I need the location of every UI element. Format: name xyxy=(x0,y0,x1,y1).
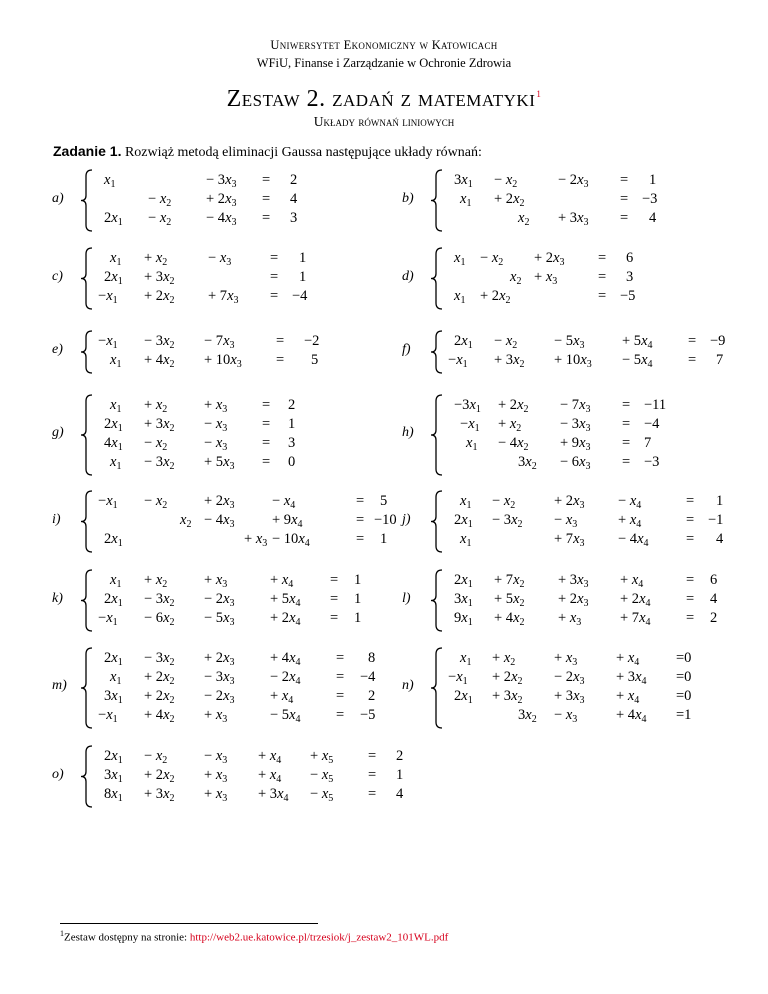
footnote-divider xyxy=(60,923,318,924)
equation-term: − $3x_2$ xyxy=(144,333,175,351)
equation-term: + $x_3$ xyxy=(204,397,228,415)
equation-value: −9 xyxy=(710,333,726,349)
equation-value: 6 xyxy=(626,250,634,266)
equation-term: $x_2$ xyxy=(510,269,522,287)
equation-value: 1 xyxy=(716,493,724,509)
equation-value: 1 xyxy=(288,416,296,432)
left-brace xyxy=(80,647,94,729)
equation-value: = xyxy=(686,512,695,528)
left-brace xyxy=(80,247,94,310)
equation-term: + $x_2$ xyxy=(492,650,516,668)
equation-term: $2x_1$ xyxy=(104,210,123,228)
system-label: e) xyxy=(52,342,63,357)
equation-term: + $x_3$ xyxy=(204,572,228,590)
equation-value: 3 xyxy=(290,210,298,226)
equation-value: = xyxy=(598,250,607,266)
equation-value: 7 xyxy=(644,435,652,451)
equation-term: + $x_4$ xyxy=(258,767,282,785)
equation-value: = xyxy=(686,610,695,626)
equation-value: = xyxy=(336,669,345,685)
equation-term: $3x_1$ xyxy=(104,767,123,785)
equation-term: + $2x_2$ xyxy=(144,688,175,706)
equation-term: + $7x_4$ xyxy=(620,610,651,628)
equation-value: −4 xyxy=(292,288,308,304)
equation-term: + $9x_4$ xyxy=(272,512,303,530)
equation-term: + $x_3$ xyxy=(204,767,228,785)
equation-value: = xyxy=(688,352,697,368)
left-brace xyxy=(430,247,444,310)
equation-term: $x_1$ xyxy=(110,352,122,370)
equation-term: − $3x_2$ xyxy=(492,512,523,530)
equation-term: − $x_3$ xyxy=(204,748,228,766)
equation-term: + $3x_2$ xyxy=(492,688,523,706)
equation-term: + $4x_2$ xyxy=(144,352,175,370)
equation-value: 2 xyxy=(290,172,298,188)
equation-value: −1 xyxy=(708,512,724,528)
equation-value: = xyxy=(330,610,339,626)
equation-value: = xyxy=(356,493,365,509)
equation-term: $x_1$ xyxy=(466,435,478,453)
equation-term: − $4x_3$ xyxy=(204,512,235,530)
equation-value: −4 xyxy=(644,416,660,432)
equation-term: $x_1$ xyxy=(110,572,122,590)
equation-term: − $3x_2$ xyxy=(144,650,175,668)
equation-term: − $2x_3$ xyxy=(558,172,589,190)
task-text: Rozwiąż metodą eliminacji Gaussa następujące układy równań: xyxy=(124,145,482,160)
equation-value: 4 xyxy=(290,191,298,207)
equation-value: = xyxy=(262,416,271,432)
equation-term: + $3x_2$ xyxy=(144,786,175,804)
equation-term: − $4x_3$ xyxy=(206,210,237,228)
system-label: l) xyxy=(402,590,411,606)
equation-term: $2x_1$ xyxy=(104,650,123,668)
equation-term: + $3x_2$ xyxy=(144,269,175,287)
equation-value: 5 xyxy=(380,493,388,509)
equation-term: − $x_5$ xyxy=(310,786,334,804)
page-subtitle: Układy równań liniowych xyxy=(313,114,455,129)
equation-value: 2 xyxy=(396,748,404,764)
equation-term: + $2x_3$ xyxy=(206,191,237,209)
equation-term: − $x_2$ xyxy=(492,493,516,511)
equation-value: −3 xyxy=(644,454,660,470)
equation-term: + $10x_3$ xyxy=(204,352,242,370)
equation-term: $2x_1$ xyxy=(104,748,123,766)
equation-term: $3x_2$ xyxy=(518,707,537,725)
equation-value: = xyxy=(336,688,345,704)
equation-term: − $4x_4$ xyxy=(618,531,649,549)
left-brace xyxy=(80,745,94,808)
equation-term: − $x_3$ xyxy=(554,707,578,725)
equation-value: = xyxy=(368,786,377,802)
equation-term: + $x_3$ xyxy=(534,269,558,287)
equation-term: $3x_1$ xyxy=(454,591,473,609)
equation-term: $x_1$ xyxy=(110,397,122,415)
equation-term: + $2x_2$ xyxy=(144,288,175,306)
equation-term: $8x_1$ xyxy=(104,786,123,804)
equation-value: 2 xyxy=(710,610,718,626)
equation-value: = xyxy=(330,572,339,588)
equation-term: + $2x_3$ xyxy=(204,493,235,511)
equation-value: 1 xyxy=(299,269,307,285)
equation-value: =0 xyxy=(676,669,692,685)
equation-term: − $3x_2$ xyxy=(144,591,175,609)
equation-term: + $x_2$ xyxy=(498,416,522,434)
equation-value: 2 xyxy=(288,397,296,413)
equation-value: 6 xyxy=(710,572,718,588)
equation-value: −11 xyxy=(644,397,667,413)
equation-value: = xyxy=(262,172,271,188)
equation-value: = xyxy=(686,572,695,588)
equation-term: − $x_3$ xyxy=(208,250,232,268)
footnote-text: Zestaw dostępny na stronie: xyxy=(64,931,188,944)
equation-term: $-x_1$ xyxy=(98,333,118,351)
equation-term: + $3x_4$ xyxy=(258,786,289,804)
system-label: f) xyxy=(402,342,411,357)
equation-term: + $x_4$ xyxy=(258,748,282,766)
equation-value: = xyxy=(686,591,695,607)
equation-term: $2x_1$ xyxy=(104,416,123,434)
equation-term: − $x_2$ xyxy=(148,210,172,228)
equation-term: + $2x_2$ xyxy=(494,191,525,209)
equation-value: 7 xyxy=(716,352,724,368)
equation-term: − $x_3$ xyxy=(204,435,228,453)
system-label: o) xyxy=(52,766,64,782)
equation-value: = xyxy=(262,454,271,470)
equation-term: − $7x_3$ xyxy=(204,333,235,351)
equation-term: − $5x_3$ xyxy=(554,333,585,351)
equation-term: − $x_2$ xyxy=(144,748,168,766)
equation-value: −2 xyxy=(304,333,320,349)
equation-term: − $x_5$ xyxy=(310,767,334,785)
equation-term: + $3x_3$ xyxy=(558,210,589,228)
equation-value: 4 xyxy=(396,786,404,802)
equation-term: + $2x_3$ xyxy=(558,591,589,609)
equation-term: $2x_1$ xyxy=(104,269,123,287)
equation-value: 4 xyxy=(710,591,718,607)
equation-term: $3x_1$ xyxy=(454,172,473,190)
equation-term: + $10x_3$ xyxy=(554,352,592,370)
equation-term: $-x_1$ xyxy=(98,610,118,628)
equation-term: + $x_5$ xyxy=(310,748,334,766)
equation-term: $x_1$ xyxy=(460,493,472,511)
equation-term: − $x_2$ xyxy=(494,333,518,351)
equation-term: + $x_2$ xyxy=(144,250,168,268)
page-title-text: Zestaw 2. zadań z matematyki xyxy=(226,86,536,112)
left-brace xyxy=(430,169,444,232)
equation-term: $2x_1$ xyxy=(454,333,473,351)
equation-value: =1 xyxy=(676,707,692,723)
equation-value: = xyxy=(686,531,695,547)
equation-value: = xyxy=(620,172,629,188)
left-brace xyxy=(80,169,94,232)
equation-value: 1 xyxy=(354,610,362,626)
equation-term: + $4x_4$ xyxy=(270,650,301,668)
left-brace xyxy=(430,490,444,553)
equation-value: = xyxy=(686,493,695,509)
equation-term: $x_2$ xyxy=(518,210,530,228)
equation-term: $3x_2$ xyxy=(518,454,537,472)
equation-value: =0 xyxy=(676,688,692,704)
equation-term: − $6x_3$ xyxy=(560,454,591,472)
equation-term: + $9x_3$ xyxy=(560,435,591,453)
equation-term: − $x_2$ xyxy=(148,191,172,209)
equation-value: = xyxy=(276,333,285,349)
equation-term: $x_1$ xyxy=(460,191,472,209)
equation-term: − $3x_3$ xyxy=(560,416,591,434)
equation-value: 2 xyxy=(368,688,376,704)
equation-value: = xyxy=(336,707,345,723)
university-name: Uniwersytet Ekonomiczny w Katowicach xyxy=(270,38,498,52)
left-brace xyxy=(80,330,94,374)
equation-value: 1 xyxy=(299,250,307,266)
system-label: a) xyxy=(52,190,64,206)
equation-term: − $x_3$ xyxy=(554,512,578,530)
equation-term: − $2x_4$ xyxy=(270,669,301,687)
equation-term: $x_1$ xyxy=(110,454,122,472)
system-label: c) xyxy=(52,268,63,284)
equation-term: − $6x_2$ xyxy=(144,610,175,628)
equation-term: $2x_1$ xyxy=(104,531,123,549)
equation-term: $x_1$ xyxy=(110,669,122,687)
equation-term: + $4x_2$ xyxy=(144,707,175,725)
equation-value: = xyxy=(622,435,631,451)
equation-term: + $2x_2$ xyxy=(480,288,511,306)
equation-term: + $x_3$ xyxy=(558,610,582,628)
equation-term: + $x_4$ xyxy=(270,688,294,706)
equation-term: − $5x_4$ xyxy=(622,352,653,370)
equation-value: = xyxy=(356,512,365,528)
equation-term: $2x_1$ xyxy=(454,512,473,530)
system-label: k) xyxy=(52,590,63,606)
equation-value: = xyxy=(330,591,339,607)
equation-value: = xyxy=(270,269,279,285)
equation-value: 1 xyxy=(380,531,388,547)
equation-term: $4x_1$ xyxy=(104,435,123,453)
task-label: Zadanie 1. xyxy=(53,143,122,159)
equation-term: + $x_2$ xyxy=(144,397,168,415)
equation-term: $x_1$ xyxy=(454,250,466,268)
equation-term: + $3x_3$ xyxy=(558,572,589,590)
left-brace xyxy=(430,330,444,374)
page-title xyxy=(0,86,768,113)
left-brace xyxy=(430,569,444,632)
equation-term: $x_1$ xyxy=(460,531,472,549)
equation-value: = xyxy=(270,288,279,304)
equation-term: − $x_3$ xyxy=(204,416,228,434)
left-brace xyxy=(430,647,444,729)
equation-term: + $3x_4$ xyxy=(616,669,647,687)
system-label: h) xyxy=(402,425,414,440)
equation-value: = xyxy=(598,269,607,285)
equation-value: = xyxy=(620,191,629,207)
equation-term: + $x_3$ xyxy=(554,650,578,668)
equation-term: + $4x_4$ xyxy=(616,707,647,725)
equation-term: + $2x_3$ xyxy=(534,250,565,268)
equation-term: + $x_3$ xyxy=(244,531,268,549)
equation-value: −3 xyxy=(642,191,658,207)
left-brace xyxy=(80,394,94,476)
footnote-number: 1 xyxy=(60,929,64,938)
equation-term: − $3x_3$ xyxy=(206,172,237,190)
equation-term: + $5x_4$ xyxy=(622,333,653,351)
equation-term: $2x_1$ xyxy=(104,591,123,609)
equation-value: 1 xyxy=(354,591,362,607)
equation-term: $x_1$ xyxy=(460,650,472,668)
department-name: WFiU, Finanse i Zarządzanie w Ochronie Zdrowia xyxy=(256,56,512,70)
equation-value: −10 xyxy=(374,512,397,528)
left-brace xyxy=(80,490,94,553)
equation-term: + $2x_4$ xyxy=(270,610,301,628)
equation-term: + $5x_2$ xyxy=(494,591,525,609)
equation-term: + $4x_2$ xyxy=(494,610,525,628)
equation-value: = xyxy=(336,650,345,666)
equation-term: $-x_1$ xyxy=(98,493,118,511)
equation-term: + $2x_2$ xyxy=(144,767,175,785)
equation-value: = xyxy=(622,416,631,432)
equation-value: = xyxy=(620,210,629,226)
equation-term: $x_1$ xyxy=(110,250,122,268)
equation-term: $-x_1$ xyxy=(98,288,118,306)
equation-term: + $x_3$ xyxy=(204,786,228,804)
equation-value: = xyxy=(688,333,697,349)
equation-term: + $x_4$ xyxy=(618,512,642,530)
equation-term: $-x_1$ xyxy=(448,669,468,687)
system-label: i) xyxy=(52,511,61,527)
equation-term: $x_2$ xyxy=(180,512,192,530)
equation-term: + $x_3$ xyxy=(204,707,228,725)
equation-term: $x_1$ xyxy=(104,172,116,190)
equation-term: − $2x_3$ xyxy=(204,688,235,706)
equation-value: =0 xyxy=(676,650,692,666)
equation-term: + $2x_2$ xyxy=(498,397,529,415)
equation-term: − $4x_2$ xyxy=(498,435,529,453)
equation-term: + $2x_4$ xyxy=(620,591,651,609)
equation-term: − $x_4$ xyxy=(272,493,296,511)
equation-term: + $2x_2$ xyxy=(492,669,523,687)
equation-value: = xyxy=(368,748,377,764)
footnote-mark[interactable]: 1 xyxy=(536,89,542,99)
equation-value: = xyxy=(368,767,377,783)
equation-value: = xyxy=(270,250,279,266)
equation-term: + $7x_2$ xyxy=(494,572,525,590)
equation-term: − $x_4$ xyxy=(618,493,642,511)
system-label: d) xyxy=(402,268,414,284)
equation-term: $-x_1$ xyxy=(448,352,468,370)
equation-term: $2x_1$ xyxy=(454,572,473,590)
left-brace xyxy=(80,569,94,632)
equation-term: + $x_4$ xyxy=(270,572,294,590)
equation-value: = xyxy=(262,435,271,451)
equation-term: + $7x_3$ xyxy=(208,288,239,306)
equation-term: − $5x_4$ xyxy=(270,707,301,725)
equation-value: = xyxy=(276,352,285,368)
system-label: m) xyxy=(52,678,67,693)
equation-term: − $x_2$ xyxy=(480,250,504,268)
equation-term: − $x_2$ xyxy=(494,172,518,190)
equation-term: − $x_2$ xyxy=(144,493,168,511)
equation-term: + $3x_2$ xyxy=(144,416,175,434)
system-label: g) xyxy=(52,425,64,440)
equation-value: −4 xyxy=(360,669,376,685)
equation-value: 5 xyxy=(311,352,319,368)
equation-value: 1 xyxy=(354,572,362,588)
equation-term: + $2x_3$ xyxy=(554,493,585,511)
equation-value: −5 xyxy=(620,288,636,304)
equation-term: + $3x_2$ xyxy=(494,352,525,370)
equation-value: = xyxy=(598,288,607,304)
equation-term: + $x_4$ xyxy=(616,688,640,706)
equation-value: = xyxy=(262,210,271,226)
system-label: j) xyxy=(402,511,411,527)
equation-term: + $2x_3$ xyxy=(204,650,235,668)
equation-value: = xyxy=(262,397,271,413)
equation-value: = xyxy=(356,531,365,547)
task-statement xyxy=(53,143,482,161)
equation-term: − $5x_3$ xyxy=(204,610,235,628)
equation-term: + $x_2$ xyxy=(144,572,168,590)
equation-term: $-x_1$ xyxy=(460,416,480,434)
equation-term: $9x_1$ xyxy=(454,610,473,628)
equation-value: = xyxy=(622,454,631,470)
equation-term: $-x_1$ xyxy=(98,707,118,725)
equation-term: + $5x_3$ xyxy=(204,454,235,472)
equation-term: + $7x_3$ xyxy=(554,531,585,549)
equation-term: $-3x_1$ xyxy=(454,397,481,415)
equation-term: + $3x_3$ xyxy=(554,688,585,706)
system-label: n) xyxy=(402,678,414,693)
equation-term: $3x_1$ xyxy=(104,688,123,706)
equation-term: − $3x_3$ xyxy=(204,669,235,687)
equation-term: − $x_2$ xyxy=(144,435,168,453)
equation-term: − $10x_4$ xyxy=(272,531,310,549)
equation-value: 3 xyxy=(626,269,634,285)
equation-term: $x_1$ xyxy=(454,288,466,306)
equation-value: 1 xyxy=(396,767,404,783)
equation-term: − $3x_2$ xyxy=(144,454,175,472)
equation-term: − $2x_3$ xyxy=(204,591,235,609)
equation-term: + $x_4$ xyxy=(616,650,640,668)
footnote-link[interactable]: http://web2.ue.katowice.pl/trzesiok/j_zestaw2_101WL.pdf xyxy=(189,931,449,944)
equation-term: + $2x_2$ xyxy=(144,669,175,687)
equation-term: $2x_1$ xyxy=(454,688,473,706)
equation-value: = xyxy=(262,191,271,207)
system-label: b) xyxy=(402,190,414,206)
footnote xyxy=(60,929,448,944)
equation-term: − $2x_3$ xyxy=(554,669,585,687)
equation-value: 0 xyxy=(288,454,296,470)
equation-value: 4 xyxy=(649,210,657,226)
equation-value: −5 xyxy=(360,707,376,723)
equation-value: 4 xyxy=(716,531,724,547)
equation-value: 1 xyxy=(649,172,657,188)
equation-term: + $5x_4$ xyxy=(270,591,301,609)
equation-value: 8 xyxy=(368,650,376,666)
equation-term: − $7x_3$ xyxy=(560,397,591,415)
equation-value: 3 xyxy=(288,435,296,451)
left-brace xyxy=(430,394,444,476)
equation-value: = xyxy=(622,397,631,413)
equation-term: + $x_4$ xyxy=(620,572,644,590)
